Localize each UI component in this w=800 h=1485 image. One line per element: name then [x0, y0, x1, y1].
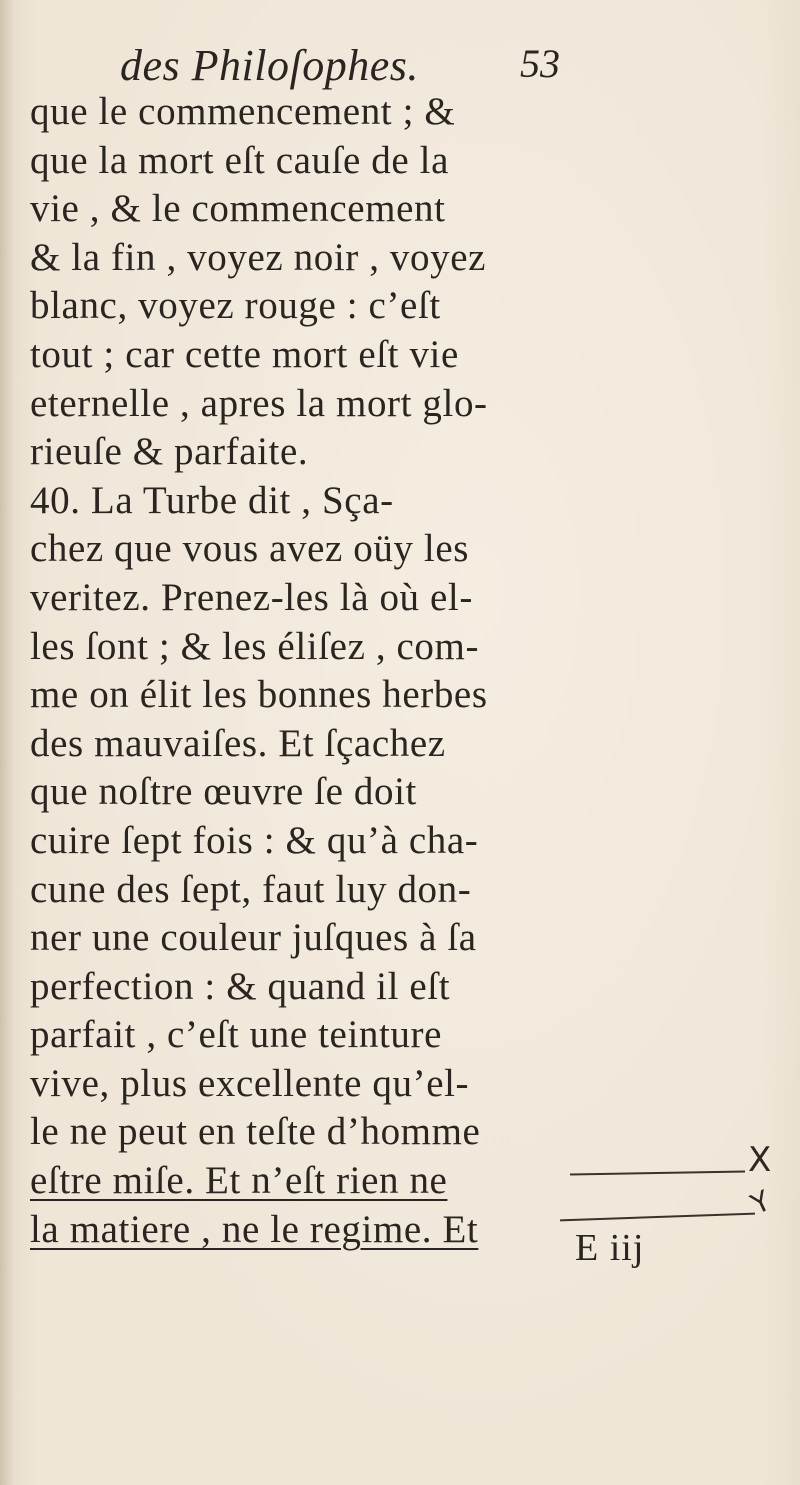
text-line: 40. La Turbe dit , Sça- — [30, 478, 394, 522]
page-gutter — [0, 0, 14, 1485]
text-line: que la mort eſt cauſe de la — [30, 138, 450, 182]
running-head: des Philoſophes. — [120, 41, 419, 90]
text-line: veritez. Prenez-les là où el- — [30, 575, 473, 619]
text-line: des mauvaiſes. Et ſçachez — [30, 721, 446, 765]
text-line: cune des ſept, faut luy don- — [30, 867, 472, 911]
text-line: ner une couleur juſques à ſa — [30, 916, 477, 960]
text-line: eſtre miſe. Et n’eſt rien ne — [30, 1159, 448, 1203]
text-line: que noſtre œuvre ſe doit — [30, 770, 417, 814]
text-line: le ne peut en teſte d’homme — [30, 1110, 481, 1154]
text-line: vive, plus excellente qu’el- — [30, 1061, 470, 1105]
text-line: tout ; car cette mort eſt vie — [30, 332, 459, 376]
text-line: rieuſe & parfaite. — [30, 430, 309, 474]
text-line: cuire ſept fois : & qu’à cha- — [30, 818, 479, 862]
text-line: me on élit les bonnes herbes — [30, 673, 488, 717]
body-text — [30, 88, 730, 1254]
text-line: parfait , c’eſt une teinture — [30, 1013, 443, 1057]
text-line: blanc, voyez rouge : c’eſt — [30, 284, 441, 328]
signature-mark: E iij — [575, 1227, 645, 1269]
text-line: que le commencement ; & — [30, 90, 456, 133]
text-line: les ſont ; & les éliſez , com- — [30, 624, 480, 668]
text-line: eternelle , apres la mort glo- — [30, 381, 488, 425]
margin-mark: X — [748, 1140, 772, 1180]
margin-mark: Y — [745, 1183, 776, 1222]
text-line: perfection : & quand il eſt — [30, 964, 451, 1008]
text-line: la matiere , ne le regime. Et — [30, 1207, 479, 1251]
text-line: vie , & le commencement — [30, 187, 446, 231]
text-line: chez que vous avez oüy les — [30, 527, 470, 571]
text-line: & la fin , voyez noir , voyez — [30, 235, 487, 279]
page-number: 53 — [520, 41, 560, 86]
